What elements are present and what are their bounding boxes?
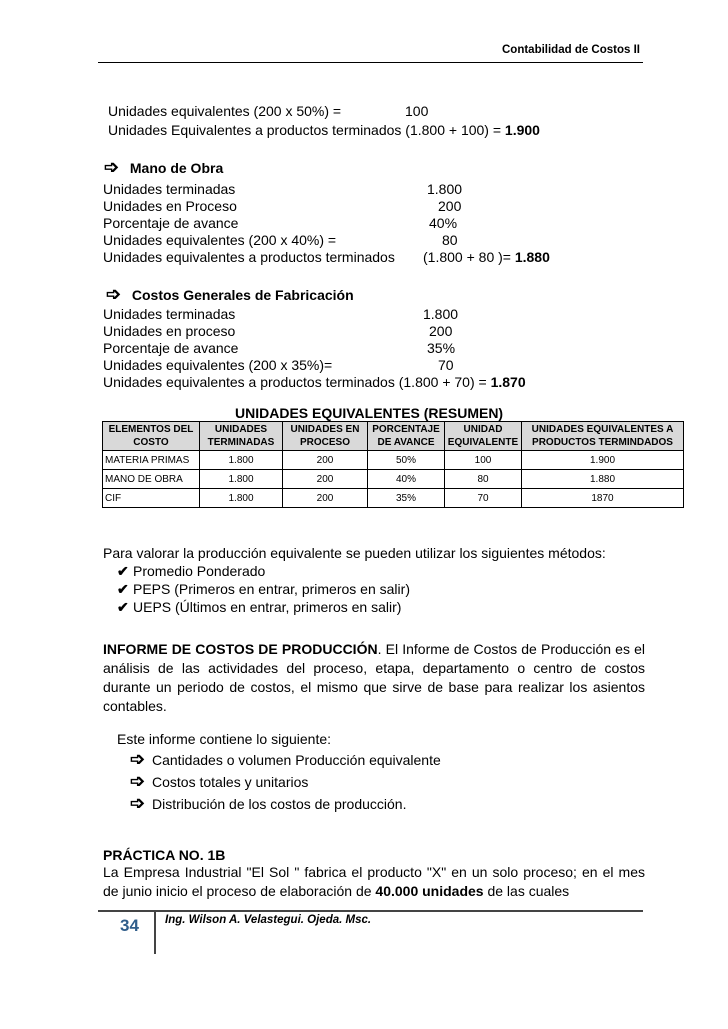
section-cgf-title (106, 285, 354, 304)
table-row (103, 470, 684, 489)
mano-obra-total-value: 1.880 (514, 249, 550, 265)
table-header-row (103, 422, 684, 451)
cgf-total (103, 373, 526, 391)
header-elementos: ELEMENTOS DEL COSTO (103, 422, 200, 451)
cell: 1870 (522, 489, 684, 508)
equiv-line-1-value: 100 (405, 103, 429, 119)
page-number: 34 (120, 916, 139, 935)
footer-separator (154, 912, 156, 954)
header-unidades-eq-terminados: UNIDADES EQUIVALENTES A PRODUCTOS TERMINDADOS (522, 422, 684, 451)
method-item-3 (117, 598, 401, 616)
cgf-row-2-value: 200 (429, 323, 453, 339)
checkmark-icon: ✔ (117, 563, 129, 579)
cell: 1.900 (522, 451, 684, 470)
cgf-row-4-label: Unidades equivalentes (200 x 35%)= (103, 357, 333, 373)
header-unidades-proceso: UNIDADES EN PROCESO (283, 422, 368, 451)
cgf-row-3-value: 35% (427, 340, 456, 356)
arrow-icon: ➩ (130, 749, 146, 769)
mano-obra-total (423, 248, 550, 266)
cell: 40% (368, 470, 445, 489)
practica-text-a: La Empresa Industrial "El Sol " fabrica el producto "X" en un solo proceso; en el mes de junio inicio el proceso de elaboración de (103, 864, 645, 899)
header-unidad-equivalente: UNIDAD EQUIVALENTE (445, 422, 522, 451)
mano-obra-row-4-label: Unidades equivalentes (200 x 40%) = (103, 232, 337, 248)
cell: MANO DE OBRA (103, 470, 200, 489)
cell: 35% (368, 489, 445, 508)
informe-item-1 (130, 750, 441, 769)
cgf-total-label: Unidades equivalentes a productos terminados (1.800 + 70) = (103, 374, 487, 390)
equiv-line-1 (108, 102, 341, 120)
informe-contains: Este informe contiene lo siguiente: (117, 731, 332, 747)
method-item-2-text: PEPS (Primeros en entrar, primeros en salir) (133, 581, 410, 597)
informe-item-1-text: Cantidades o volumen Producción equivalente (152, 752, 441, 768)
footer-rule (98, 910, 643, 912)
table-title: UNIDADES EQUIVALENTES (RESUMEN) (235, 405, 504, 421)
cell: 1.880 (522, 470, 684, 489)
mano-obra-row-3-label: Porcentaje de avance (103, 215, 239, 231)
cell: 70 (445, 489, 522, 508)
footer-author: Ing. Wilson A. Velastegui. Ojeda. Msc. (165, 914, 372, 926)
cell: 100 (445, 451, 522, 470)
informe-item-2-text: Costos totales y unitarios (152, 774, 309, 790)
header-unidades-terminadas: UNIDADES TERMINADAS (200, 422, 283, 451)
cgf-row-2-label: Unidades en proceso (103, 323, 236, 339)
cgf-row-3-label: Porcentaje de avance (103, 340, 239, 356)
arrow-icon: ➩ (130, 771, 146, 791)
cgf-total-value: 1.870 (490, 374, 526, 390)
method-item-2 (117, 580, 410, 598)
equivalent-units-table (102, 421, 684, 508)
cell: 200 (283, 470, 368, 489)
mano-obra-row-3-value: 40% (429, 215, 458, 231)
cell: 200 (283, 451, 368, 470)
mano-obra-row-4-value: 80 (442, 232, 458, 248)
cell: 200 (283, 489, 368, 508)
informe-paragraph (103, 640, 645, 716)
cell: 1.800 (200, 470, 283, 489)
mano-obra-total-label: Unidades equivalentes a productos terminados (103, 249, 395, 265)
informe-item-2 (130, 772, 308, 791)
mano-obra-title-text: Mano de Obra (129, 160, 224, 176)
methods-intro: Para valorar la producción equivalente se pueden utilizar los siguientes métodos: (103, 545, 606, 561)
method-item-3-text: UEPS (Últimos en entrar, primeros en salir) (133, 599, 402, 615)
practica-text-bold: 40.000 unidades (375, 883, 484, 899)
cell: 50% (368, 451, 445, 470)
cgf-row-1-label: Unidades terminadas (103, 306, 236, 322)
checkmark-icon: ✔ (117, 599, 129, 615)
cell: MATERIA PRIMAS (103, 451, 200, 470)
arrow-icon: ➩ (104, 157, 120, 177)
mano-obra-row-2-value: 200 (438, 198, 462, 214)
mano-obra-row-1-value: 1.800 (427, 181, 463, 197)
cgf-row-1-value: 1.800 (423, 306, 459, 322)
cell: CIF (103, 489, 200, 508)
cell: 1.800 (200, 489, 283, 508)
practica-text-b: de las cuales (487, 883, 570, 899)
cgf-title-text: Costos Generales de Fabricación (131, 287, 354, 303)
practica-title: PRÁCTICA NO. 1B (103, 847, 226, 863)
practica-paragraph (103, 863, 645, 901)
header-rule (98, 62, 643, 63)
arrow-icon: ➩ (106, 284, 122, 304)
equiv-line-1-label: Unidades equivalentes (200 x 50%) = (108, 103, 342, 119)
mano-obra-row-1-label: Unidades terminadas (103, 181, 236, 197)
table-row (103, 489, 684, 508)
equiv-line-2 (108, 121, 540, 139)
informe-item-3-text: Distribución de los costos de producción. (152, 796, 407, 812)
equiv-line-2-total: 1.900 (504, 122, 540, 138)
section-mano-obra-title (104, 158, 223, 177)
method-item-1-text: Promedio Ponderado (133, 563, 266, 579)
informe-item-3 (130, 794, 406, 813)
header-porcentaje: PORCENTAJE DE AVANCE (368, 422, 445, 451)
table-row (103, 451, 684, 470)
running-header: Contabilidad de Costos II (501, 44, 640, 56)
mano-obra-row-2-label: Unidades en Proceso (103, 198, 237, 214)
cell: 80 (445, 470, 522, 489)
informe-title: INFORME DE COSTOS DE PRODUCCIÓN (103, 641, 378, 657)
informe-text: . El Informe de Costos de Producción es el análisis de las actividades del proceso, etapa, departamento o centro de costos durante un periodo de costos, el mismo que sirve de base para realizar los asientos contables. (103, 641, 645, 714)
cgf-row-4-value: 70 (438, 357, 454, 373)
equiv-line-2-text: Unidades Equivalentes a productos terminados (1.800 + 100) = (108, 122, 502, 138)
method-item-1 (117, 562, 265, 580)
mano-obra-total-calc: (1.800 + 80 )= (423, 249, 511, 265)
arrow-icon: ➩ (130, 793, 146, 813)
checkmark-icon: ✔ (117, 581, 129, 597)
cell: 1.800 (200, 451, 283, 470)
